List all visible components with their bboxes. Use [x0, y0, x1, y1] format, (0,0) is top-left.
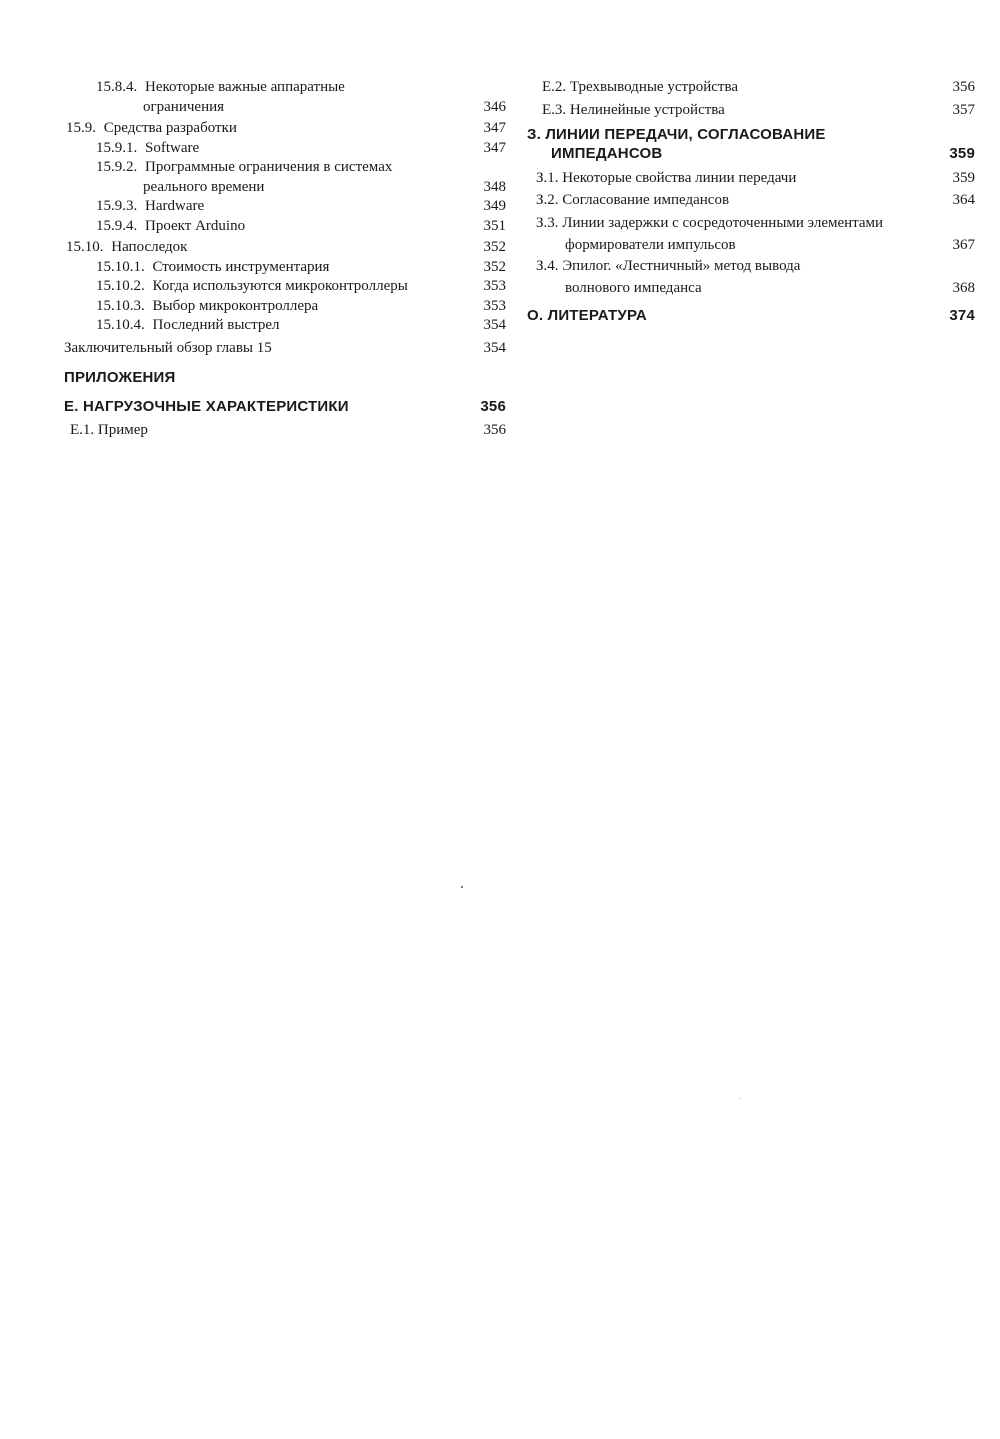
toc-entry-number: 15.9.: [66, 120, 96, 136]
toc-entry-title: [64, 119, 484, 139]
toc-entry-number: Е.2.: [542, 79, 567, 95]
toc-appendix-title: О. ЛИТЕРАТУРА: [527, 307, 647, 324]
toc-entry-number: 15.8.4.: [96, 79, 138, 95]
toc-entry-15-10-2[interactable]: [64, 277, 506, 297]
toc-entry-e-1[interactable]: [64, 421, 506, 441]
toc-page-number: 357: [952, 101, 975, 118]
toc-entry-text: Hardware: [145, 198, 205, 214]
toc-entry-text: Нелинейные устройства: [569, 101, 725, 118]
toc-page-number: 353: [483, 297, 506, 314]
toc-entry-text: Эпилог. «Лестничный» метод вывода: [562, 258, 801, 274]
toc-entry-number: 15.9.3.: [96, 198, 138, 214]
toc-page-number: 354: [483, 339, 506, 356]
toc-entry-text: Пример: [97, 422, 148, 438]
toc-entry-15-9-4[interactable]: [64, 217, 506, 237]
toc-entry-title: Заключительный обзор главы 15: [64, 339, 272, 356]
toc-entry-continuation: реального времени: [143, 178, 265, 195]
toc-entry-title: [527, 257, 953, 298]
toc-entry-title: [64, 78, 484, 117]
toc-entry-15-9-2[interactable]: [64, 158, 506, 197]
toc-entry-title: [64, 297, 484, 317]
toc-entry-text: Некоторые важные аппаратные: [145, 79, 345, 95]
toc-entry-15-10-1[interactable]: [64, 258, 506, 278]
toc-entry-15-10-3[interactable]: [64, 297, 506, 317]
toc-entry-15-9[interactable]: [64, 119, 506, 139]
toc-appendix-title: Е. НАГРУЗОЧНЫЕ ХАРАКТЕРИСТИКИ: [64, 398, 349, 415]
toc-entry-number: Е.1.: [70, 422, 95, 438]
toc-page-number: 364: [952, 191, 975, 208]
toc-entry-number: 15.10.3.: [96, 297, 145, 314]
toc-page-number: 348: [483, 178, 506, 195]
toc-entry-number: 15.9.2.: [96, 159, 138, 175]
toc-entry-number: Е.3.: [542, 101, 567, 118]
toc-page-number: 356: [480, 398, 506, 415]
toc-entry-title: [527, 214, 953, 255]
toc-page-number: 367: [952, 236, 975, 253]
toc-entry-title: [64, 158, 484, 197]
toc-entry-number: 15.10.: [66, 239, 104, 255]
toc-right-column: [527, 78, 975, 325]
toc-entry-number: З.1.: [536, 170, 559, 186]
toc-entry-15-9-3[interactable]: [64, 197, 506, 217]
toc-entry-15-10-4[interactable]: [64, 316, 506, 336]
toc-page-number: 353: [483, 278, 506, 294]
toc-entry-z-3[interactable]: [527, 214, 975, 255]
toc-entry-text: Software: [145, 139, 200, 156]
toc-entry-text: Некоторые свойства линии передачи: [562, 170, 797, 186]
toc-page-number: 349: [483, 198, 506, 214]
toc-appendix-e[interactable]: [64, 397, 506, 416]
toc-page-number: 347: [483, 120, 506, 136]
toc-entry-text: Последний выстрел: [152, 317, 280, 333]
toc-left-column: [64, 78, 506, 441]
toc-entry-number: З.2.: [536, 191, 559, 208]
toc-entry-continuation: ограничения: [143, 98, 225, 115]
toc-entry-title: [64, 277, 484, 297]
toc-entry-title: [64, 238, 484, 258]
toc-entry-text: Средства разработки: [103, 120, 237, 136]
toc-entry-e-3[interactable]: [527, 101, 975, 121]
toc-entry-15-9-1[interactable]: [64, 139, 506, 159]
toc-entry-z-2[interactable]: [527, 191, 975, 211]
appendices-heading-text: ПРИЛОЖЕНИЯ: [64, 369, 176, 386]
toc-page-number: 359: [949, 145, 975, 162]
toc-entry-title: [64, 316, 484, 336]
appendices-heading: [64, 368, 506, 387]
toc-entry-title: [64, 217, 484, 237]
toc-page-number: 354: [483, 317, 506, 333]
toc-entry-text: Когда используются микроконтроллеры: [152, 278, 408, 294]
toc-page-number: 351: [483, 217, 506, 234]
toc-page-number: 352: [483, 258, 506, 275]
toc-entry-text: Программные ограничения в системах: [145, 159, 393, 175]
scan-speck: [740, 1098, 741, 1099]
toc-page-number: 374: [949, 307, 975, 324]
toc-entry-15-8-4[interactable]: [64, 78, 506, 117]
toc-page-number: 352: [483, 239, 506, 255]
toc-page-number: 356: [483, 422, 506, 438]
toc-entry-text: Выбор микроконтроллера: [152, 297, 319, 314]
toc-appendix-text: З. ЛИНИИ ПЕРЕДАЧИ, СОГЛАСОВАНИЕ: [527, 126, 826, 143]
toc-appendix-o[interactable]: [527, 306, 975, 325]
toc-appendix-title: [527, 125, 949, 163]
toc-entry-title: [527, 78, 953, 98]
toc-page-number: 368: [952, 279, 975, 296]
scan-speck: [461, 886, 463, 888]
toc-entry-text: Линии задержки с сосредоточенными элементами: [562, 215, 884, 231]
toc-entry-e-2[interactable]: [527, 78, 975, 98]
toc-entry-number: 15.9.1.: [96, 139, 138, 156]
toc-page-number: 347: [483, 139, 506, 156]
toc-entry-title: [64, 197, 484, 217]
toc-entry-text: Проект Arduino: [145, 217, 246, 234]
toc-entry-title: [527, 169, 953, 189]
toc-entry-15-10[interactable]: [64, 238, 506, 258]
toc-entry-z-1[interactable]: [527, 169, 975, 189]
toc-entry-title: [64, 421, 484, 441]
toc-entry-continuation: волнового импеданса: [565, 279, 702, 296]
toc-entry-number: З.3.: [536, 215, 559, 231]
toc-entry-number: 15.10.2.: [96, 278, 145, 294]
toc-appendix-continuation: ИМПЕДАНСОВ: [551, 145, 663, 162]
toc-page-number: 356: [952, 79, 975, 95]
toc-appendix-z[interactable]: [527, 125, 975, 163]
toc-entry-title: [527, 191, 953, 211]
toc-entry-title: [527, 101, 953, 121]
toc-entry-z-4[interactable]: [527, 257, 975, 298]
toc-entry-chapter-summary[interactable]: [64, 339, 506, 359]
toc-page-number: 346: [483, 98, 506, 115]
toc-entry-text: Согласование импедансов: [562, 191, 730, 208]
toc-entry-title: [64, 139, 484, 159]
toc-entry-continuation: формирователи импульсов: [565, 236, 736, 253]
toc-entry-number: З.4.: [536, 258, 559, 274]
toc-entry-text: Напоследок: [111, 239, 188, 255]
toc-entry-number: 15.10.1.: [96, 258, 145, 275]
toc-entry-number: 15.10.4.: [96, 317, 145, 333]
toc-entry-title: [64, 258, 484, 278]
toc-page-number: 359: [952, 170, 975, 186]
toc-entry-text: Стоимость инструментария: [152, 258, 330, 275]
toc-entry-text: Трехвыводные устройства: [569, 79, 739, 95]
toc-entry-number: 15.9.4.: [96, 217, 138, 234]
